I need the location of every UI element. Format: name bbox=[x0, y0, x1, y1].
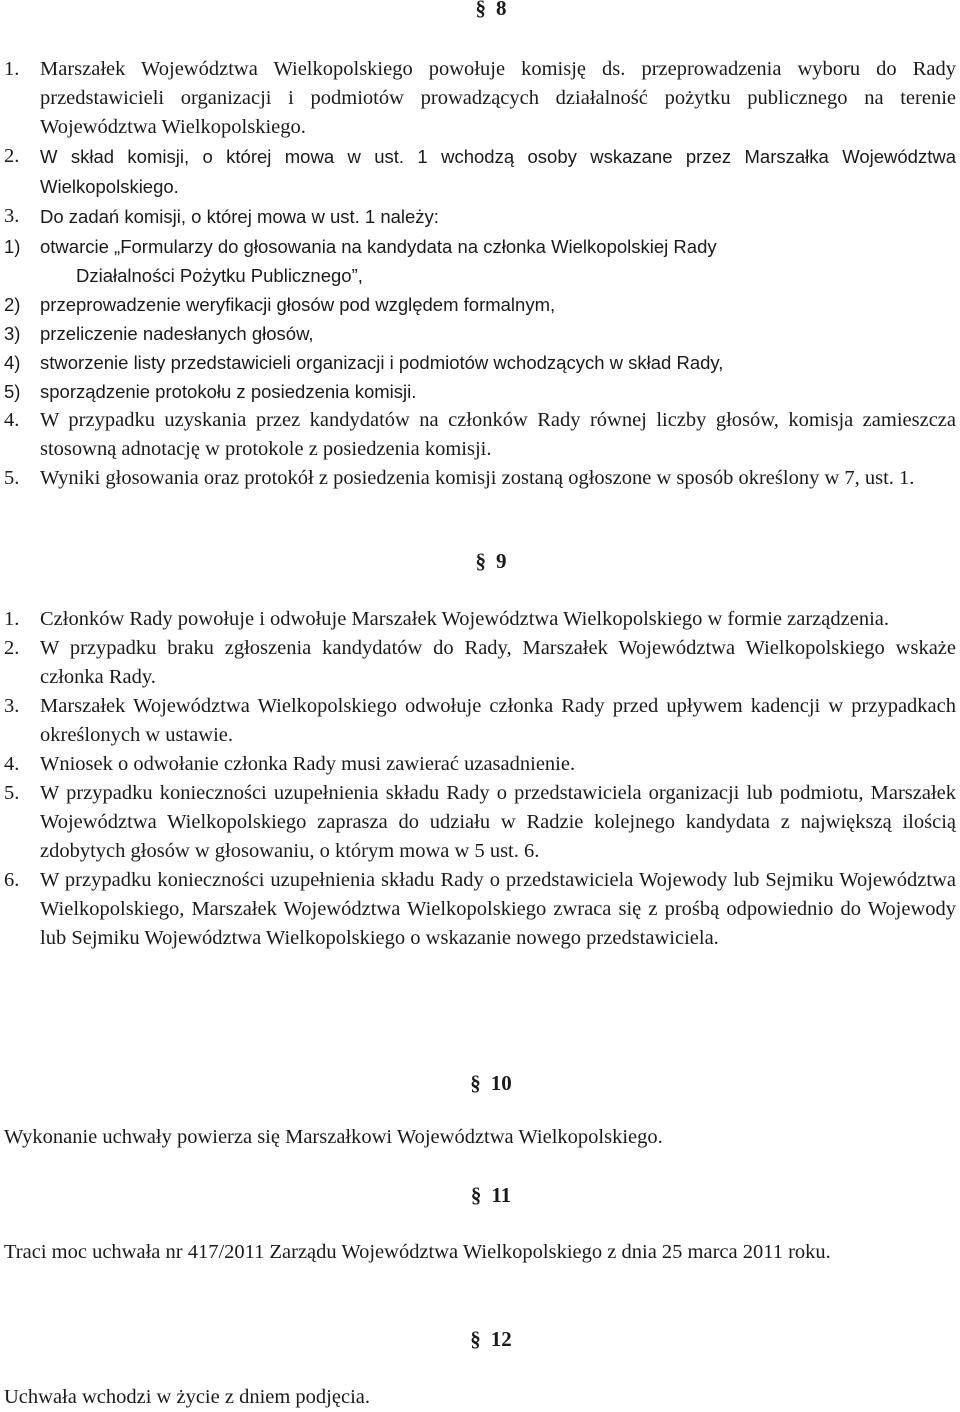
item-number: 1. bbox=[4, 58, 20, 80]
section-number: 9 bbox=[496, 549, 507, 573]
section-number: 11 bbox=[491, 1183, 512, 1207]
list-item bbox=[4, 605, 956, 634]
item-number: 2. bbox=[4, 637, 20, 659]
list-item bbox=[4, 406, 956, 464]
sub-item-number: 4) bbox=[4, 352, 21, 373]
section-number: 12 bbox=[490, 1327, 512, 1351]
item-text: Marszałek Województwa Wielkopolskiego powołuje komisję ds. przeprowadzenia wyboru do Rady przedstawicieli organizacji i podmiotów prowadzących działalność pożytku publicznego na terenie Województwa Wielkopolskiego. bbox=[40, 58, 956, 138]
sub-item-text: otwarcie „Formularzy do głosowania na kandydata na członka Wielkopolskiej Rady bbox=[40, 236, 717, 257]
item-text: Wyniki głosowania oraz protokół z posiedzenia komisji zostaną ogłoszone w sposób określony w 7, ust. 1. bbox=[40, 467, 915, 489]
item-number: 5. bbox=[4, 467, 20, 489]
item-number: 2. bbox=[4, 145, 20, 167]
item-text: Marszałek Województwa Wielkopolskiego odwołuje członka Rady przed upływem kadencji w przypadkach określonych w ustawie. bbox=[40, 695, 956, 746]
sub-item bbox=[4, 290, 956, 319]
section-symbol: § bbox=[470, 1327, 481, 1351]
section-number: 8 bbox=[496, 0, 507, 20]
section-9-list bbox=[4, 605, 956, 953]
section-heading-11 bbox=[0, 1181, 960, 1210]
sub-item bbox=[4, 348, 956, 377]
item-number: 1. bbox=[4, 608, 20, 630]
sub-item-text: sporządzenie protokołu z posiedzenia komisji. bbox=[40, 381, 417, 402]
item-text: W przypadku braku zgłoszenia kandydatów do Rady, Marszałek Województwa Wielkopolskiego wskaże członka Rady. bbox=[40, 637, 956, 688]
list-item bbox=[4, 55, 956, 142]
section-symbol: § bbox=[470, 1071, 481, 1095]
list-item bbox=[4, 634, 956, 692]
item-number: 3. bbox=[4, 205, 20, 227]
list-item bbox=[4, 692, 956, 750]
item-number: 6. bbox=[4, 869, 20, 891]
sub-list bbox=[4, 232, 956, 406]
list-item bbox=[4, 779, 956, 866]
section-heading-8 bbox=[0, 0, 960, 23]
section-12-text: Uchwała wchodzi w życie z dniem podjęcia. bbox=[4, 1386, 370, 1408]
sub-item bbox=[4, 377, 956, 406]
sub-item-continuation: Działalności Pożytku Publicznego”, bbox=[76, 265, 363, 286]
section-8-list bbox=[4, 55, 956, 493]
item-text: W przypadku uzyskania przez kandydatów na członków Rady równej liczby głosów, komisja zamieszcza stosowną adnotację w protokole z posiedzenia komisji. bbox=[40, 409, 956, 460]
item-number: 4. bbox=[4, 409, 20, 431]
item-text: W przypadku konieczności uzupełnienia składu Rady o przedstawiciela Wojewody lub Sejmiku Województwa Wielkopolskiego, Marszałek Województwa Wielkopolskiego zwraca się z prośbą odpowiednio do Wojewody lub Sejmiku Województwa Wielkopolskiego o wskazanie nowego przedstawiciela. bbox=[40, 869, 956, 949]
item-text: W przypadku konieczności uzupełnienia składu Rady o przedstawiciela organizacji lub podmiotu, Marszałek Województwa Wielkopolskiego zaprasza do udziału w Radzie kolejnego kandydata z największą ilością zdobytych głosów w głosowaniu, o którym mowa w 5 ust. 6. bbox=[40, 782, 956, 862]
section-10-text: Wykonanie uchwały powierza się Marszałkowi Województwa Wielkopolskiego. bbox=[4, 1126, 663, 1148]
item-number: 4. bbox=[4, 753, 20, 775]
sub-item bbox=[4, 319, 956, 348]
section-11-text: Traci moc uchwała nr 417/2011 Zarządu Województwa Wielkopolskiego z dnia 25 marca 2011 roku. bbox=[4, 1241, 831, 1263]
item-text: Wniosek o odwołanie członka Rady musi zawierać uzasadnienie. bbox=[40, 753, 576, 775]
section-heading-12 bbox=[0, 1325, 960, 1354]
item-text: Do zadań komisji, o której mowa w ust. 1 należy: bbox=[40, 206, 439, 227]
section-number: 10 bbox=[490, 1071, 512, 1095]
sub-item-number: 3) bbox=[4, 323, 21, 344]
section-symbol: § bbox=[475, 549, 486, 573]
sub-item-text: przeprowadzenie weryfikacji głosów pod względem formalnym, bbox=[40, 294, 556, 315]
sub-item-number: 5) bbox=[4, 381, 21, 402]
section-heading-9 bbox=[0, 547, 960, 576]
list-item bbox=[4, 202, 956, 232]
section-heading-10 bbox=[0, 1069, 960, 1098]
section-symbol: § bbox=[475, 0, 486, 20]
item-number: 3. bbox=[4, 695, 20, 717]
sub-item-number: 2) bbox=[4, 294, 21, 315]
list-item bbox=[4, 866, 956, 953]
sub-item-text: stworzenie listy przedstawicieli organizacji i podmiotów wchodzących w skład Rady, bbox=[40, 352, 724, 373]
list-item bbox=[4, 142, 956, 202]
list-item bbox=[4, 464, 956, 493]
section-symbol: § bbox=[470, 1183, 482, 1207]
sub-item-number: 1) bbox=[4, 236, 21, 257]
item-number: 5. bbox=[4, 782, 20, 804]
item-text: W skład komisji, o której mowa w ust. 1 wchodzą osoby wskazane przez Marszałka Województwa Wielkopolskiego. bbox=[40, 146, 956, 197]
sub-item bbox=[4, 232, 956, 261]
sub-item-text: przeliczenie nadesłanych głosów, bbox=[40, 323, 314, 344]
item-text: Członków Rady powołuje i odwołuje Marszałek Województwa Wielkopolskiego w formie zarządzenia. bbox=[40, 608, 889, 630]
list-item bbox=[4, 750, 956, 779]
